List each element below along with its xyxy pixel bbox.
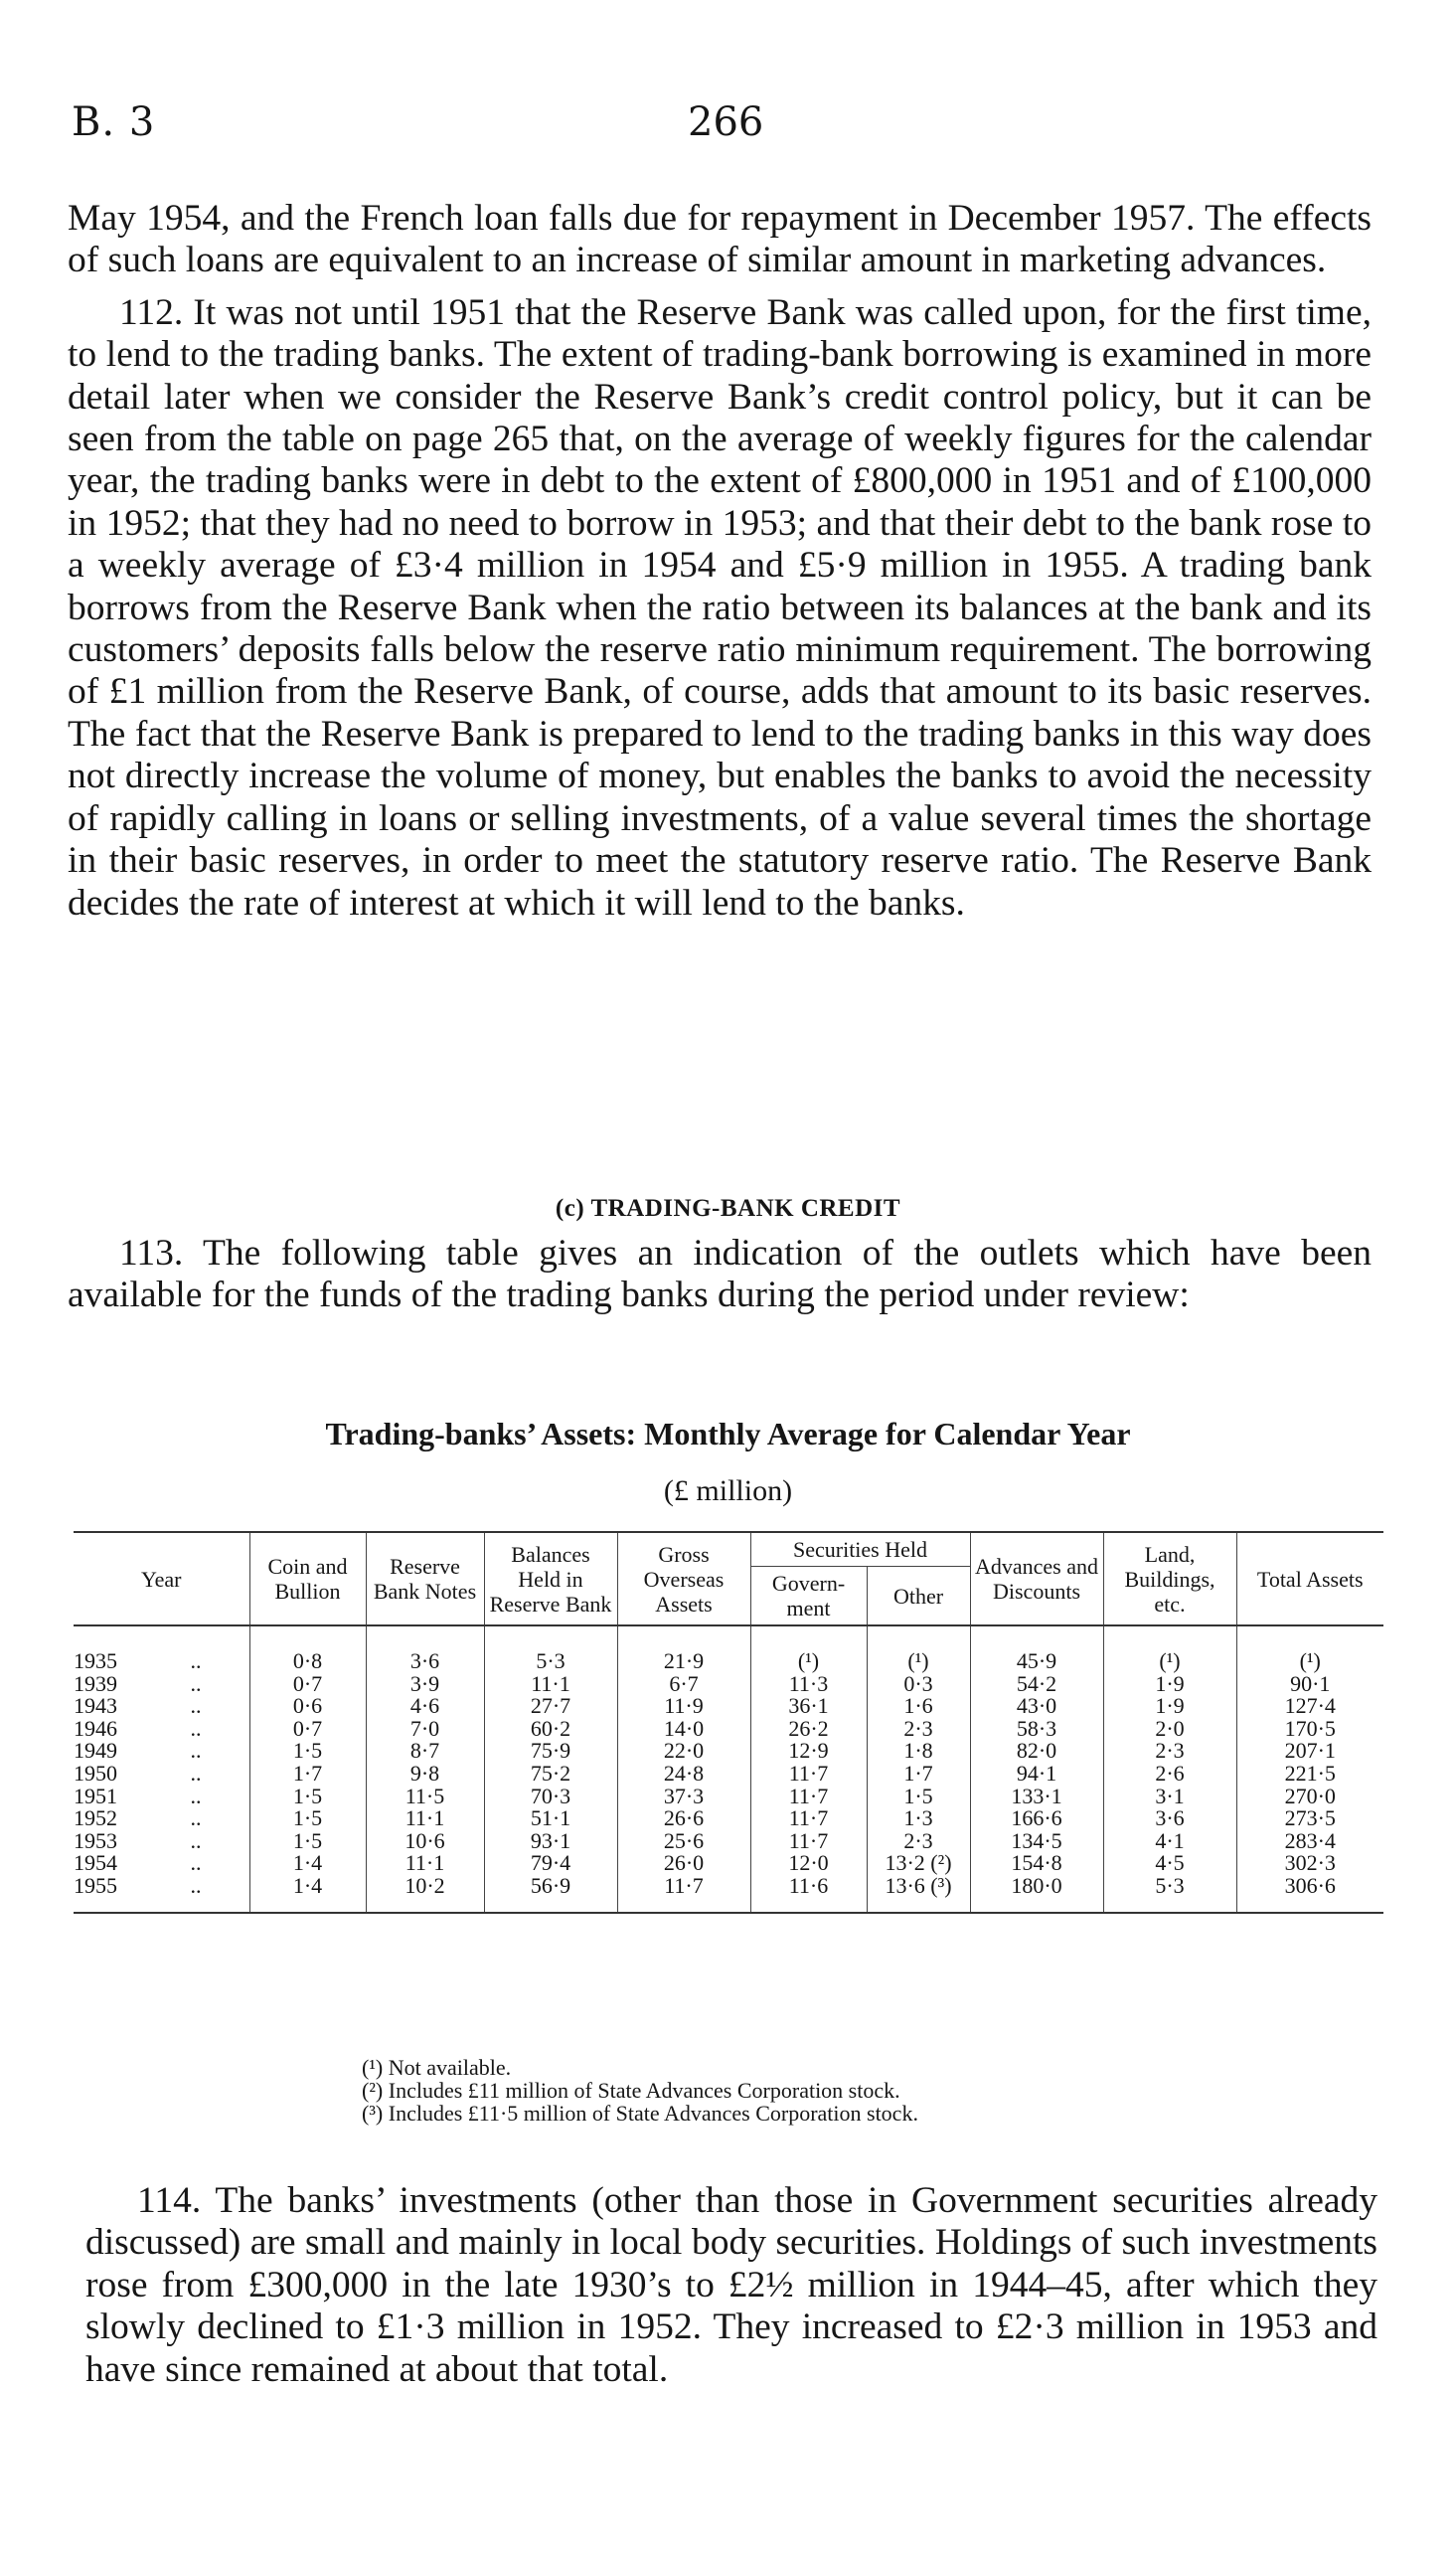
header-securities-held: Securities Held bbox=[750, 1532, 970, 1567]
year-label: 1935 bbox=[74, 1648, 117, 1673]
value-cell: 1·4 bbox=[249, 1875, 366, 1913]
value-cell: 26·2 bbox=[750, 1718, 867, 1741]
value-cell: (¹) bbox=[1236, 1625, 1383, 1673]
value-cell: 1·9 bbox=[1103, 1673, 1236, 1696]
leader-dots: .. bbox=[190, 1670, 202, 1696]
value-cell: 11·7 bbox=[750, 1807, 867, 1830]
value-cell: 51·1 bbox=[484, 1807, 617, 1830]
value-cell: 302·3 bbox=[1236, 1852, 1383, 1875]
value-cell: 4·5 bbox=[1103, 1852, 1236, 1875]
value-cell: 45·9 bbox=[970, 1625, 1103, 1673]
header-coin-bullion: Coin and Bullion bbox=[249, 1532, 366, 1625]
value-cell: 6·7 bbox=[617, 1673, 750, 1696]
value-cell: 11·7 bbox=[617, 1875, 750, 1913]
page-header bbox=[72, 99, 1384, 159]
value-cell: 26·6 bbox=[617, 1807, 750, 1830]
year-label: 1949 bbox=[74, 1738, 117, 1764]
value-cell: 25·6 bbox=[617, 1830, 750, 1853]
year-cell bbox=[74, 1807, 249, 1830]
value-cell: (¹) bbox=[1103, 1625, 1236, 1673]
value-cell: 2·3 bbox=[867, 1718, 970, 1741]
bottom-text-block bbox=[85, 2180, 1377, 2401]
header-government: Govern-ment bbox=[750, 1567, 867, 1626]
top-text-block bbox=[68, 198, 1372, 935]
header-total-assets: Total Assets bbox=[1236, 1532, 1383, 1625]
value-cell: 54·2 bbox=[970, 1673, 1103, 1696]
value-cell: 12·9 bbox=[750, 1740, 867, 1763]
value-cell: 27·7 bbox=[484, 1695, 617, 1718]
value-cell: 82·0 bbox=[970, 1740, 1103, 1763]
table-row bbox=[74, 1695, 1383, 1718]
table-footnotes bbox=[362, 2057, 918, 2125]
value-cell: 43·0 bbox=[970, 1695, 1103, 1718]
value-cell: 10·2 bbox=[366, 1875, 484, 1913]
year-cell bbox=[74, 1827, 249, 1853]
header-balances-held: Balances Held in Reserve Bank bbox=[484, 1532, 617, 1625]
value-cell: 12·0 bbox=[750, 1852, 867, 1875]
value-cell: 0·3 bbox=[867, 1673, 970, 1696]
value-cell: 75·9 bbox=[484, 1740, 617, 1763]
footnote-3: (³) Includes £11·5 million of State Advances Corporation stock. bbox=[362, 2100, 918, 2126]
table-row bbox=[74, 1673, 1383, 1696]
table-row bbox=[74, 1625, 1383, 1673]
value-cell: (¹) bbox=[867, 1625, 970, 1673]
value-cell: 8·7 bbox=[366, 1740, 484, 1763]
page-number: 266 bbox=[688, 99, 764, 145]
value-cell: 221·5 bbox=[1236, 1763, 1383, 1786]
year-label: 1952 bbox=[74, 1805, 117, 1831]
value-cell: 94·1 bbox=[970, 1763, 1103, 1786]
table-row bbox=[74, 1852, 1383, 1875]
value-cell: 207·1 bbox=[1236, 1740, 1383, 1763]
paragraph-113: 113. The following table gives an indication of the outlets which have been available for the funds of the trading banks during the period under review: bbox=[68, 1233, 1372, 1316]
value-cell: 0·6 bbox=[249, 1695, 366, 1718]
header-advances: Advances and Discounts bbox=[970, 1532, 1103, 1625]
header-year: Year bbox=[74, 1532, 249, 1625]
header-reserve-bank-notes: Reserve Bank Notes bbox=[366, 1532, 484, 1625]
leader-dots: .. bbox=[190, 1738, 202, 1764]
value-cell: 70·3 bbox=[484, 1786, 617, 1808]
value-cell: 37·3 bbox=[617, 1786, 750, 1808]
year-cell bbox=[74, 1783, 249, 1808]
value-cell: 2·0 bbox=[1103, 1718, 1236, 1741]
value-cell: 3·9 bbox=[366, 1673, 484, 1696]
value-cell: 36·1 bbox=[750, 1695, 867, 1718]
value-cell: 9·8 bbox=[366, 1763, 484, 1786]
value-cell: 1·5 bbox=[249, 1830, 366, 1853]
value-cell: 11·7 bbox=[750, 1763, 867, 1786]
value-cell: 1·5 bbox=[249, 1740, 366, 1763]
leader-dots: .. bbox=[190, 1648, 202, 1673]
leader-dots: .. bbox=[190, 1872, 202, 1898]
year-cell bbox=[74, 1740, 249, 1763]
table-row bbox=[74, 1830, 1383, 1853]
value-cell: 127·4 bbox=[1236, 1695, 1383, 1718]
value-cell: 24·8 bbox=[617, 1763, 750, 1786]
value-cell: 60·2 bbox=[484, 1718, 617, 1741]
value-cell: 1·9 bbox=[1103, 1695, 1236, 1718]
paragraph-114: 114. The banks’ investments (other than those in Government securities already discussed) are small and mainly in local body securities. Holdings of such investments rose from £300,000 in the late 1930’s to £2½ million in 1944–45, after which they slowly declined to £1·3 million in 1952. They increased to £2·3 million in 1953 and have since remained at about that total. bbox=[85, 2180, 1377, 2390]
value-cell: 0·7 bbox=[249, 1718, 366, 1741]
value-cell: 1·4 bbox=[249, 1852, 366, 1875]
value-cell: 180·0 bbox=[970, 1875, 1103, 1913]
value-cell: 0·7 bbox=[249, 1673, 366, 1696]
value-cell: 75·2 bbox=[484, 1763, 617, 1786]
value-cell: 1·7 bbox=[249, 1763, 366, 1786]
year-cell bbox=[74, 1695, 249, 1718]
table-row bbox=[74, 1763, 1383, 1786]
value-cell: 273·5 bbox=[1236, 1807, 1383, 1830]
value-cell: 11·7 bbox=[750, 1830, 867, 1853]
value-cell: 170·5 bbox=[1236, 1718, 1383, 1741]
header-land-buildings: Land, Buildings, etc. bbox=[1103, 1532, 1236, 1625]
table-row bbox=[74, 1718, 1383, 1741]
intro-text-block bbox=[68, 1233, 1372, 1327]
value-cell: 1·3 bbox=[867, 1807, 970, 1830]
section-heading: (c) TRADING-BANK CREDIT bbox=[555, 1195, 901, 1222]
year-label: 1951 bbox=[74, 1783, 117, 1808]
value-cell: 154·8 bbox=[970, 1852, 1103, 1875]
value-cell: (¹) bbox=[750, 1625, 867, 1673]
year-label: 1955 bbox=[74, 1872, 117, 1898]
year-label: 1953 bbox=[74, 1827, 117, 1853]
year-label: 1946 bbox=[74, 1715, 117, 1741]
value-cell: 1·7 bbox=[867, 1763, 970, 1786]
value-cell: 1·5 bbox=[249, 1786, 366, 1808]
paragraph-112: 112. It was not until 1951 that the Reserve Bank was called upon, for the first time, to lend to the trading banks. The extent of trading-bank borrowing is examined in more detail later when we consider the Reserve Bank’s credit control policy, but it can be seen from the table on page 265 that, on the average of weekly figures for the calendar year, the trading banks were in debt to the extent of £800,000 in 1951 and of £100,000 in 1952; that they had no need to borrow in 1953; and that their debt to the bank rose to a weekly average of £3·4 million in 1954 and £5·9 million in 1955. A trading bank borrows from the Reserve Bank when the ratio between its balances at the bank and its customers’ deposits falls below the reserve ratio minimum requirement. The borrowing of £1 million from the Reserve Bank, of course, adds that amount to its basic reserves. The fact that the Reserve Bank is prepared to lend to the trading banks in this way does not directly increase the volume of money, but enables the banks to avoid the necessity of rapidly calling in loans or selling investments, of a value several times the shortage in their basic reserves, in order to meet the statutory reserve ratio. The Reserve Bank decides the rate of interest at which it will lend to the banks. bbox=[68, 291, 1372, 924]
value-cell: 26·0 bbox=[617, 1852, 750, 1875]
leader-dots: .. bbox=[190, 1693, 202, 1719]
year-cell bbox=[74, 1872, 249, 1913]
value-cell: 3·1 bbox=[1103, 1786, 1236, 1808]
value-cell: 56·9 bbox=[484, 1875, 617, 1913]
year-cell bbox=[74, 1852, 249, 1875]
value-cell: 11·6 bbox=[750, 1875, 867, 1913]
table-row bbox=[74, 1786, 1383, 1808]
year-label: 1939 bbox=[74, 1670, 117, 1696]
value-cell: 0·8 bbox=[249, 1625, 366, 1673]
value-cell: 21·9 bbox=[617, 1625, 750, 1673]
value-cell: 166·6 bbox=[970, 1807, 1103, 1830]
value-cell: 2·3 bbox=[1103, 1740, 1236, 1763]
leader-dots: .. bbox=[190, 1783, 202, 1808]
paragraph-continuation: May 1954, and the French loan falls due for repayment in December 1957. The effects of such loans are equivalent to an increase of similar amount in marketing advances. bbox=[68, 198, 1372, 281]
value-cell: 13·6 (³) bbox=[867, 1875, 970, 1913]
leader-dots: .. bbox=[190, 1850, 202, 1876]
value-cell: 90·1 bbox=[1236, 1673, 1383, 1696]
value-cell: 2·6 bbox=[1103, 1763, 1236, 1786]
value-cell: 11·1 bbox=[366, 1807, 484, 1830]
table-body bbox=[74, 1625, 1383, 1913]
value-cell: 4·6 bbox=[366, 1695, 484, 1718]
table-row bbox=[74, 1875, 1383, 1913]
year-cell bbox=[74, 1715, 249, 1741]
value-cell: 11·7 bbox=[750, 1786, 867, 1808]
table-title: Trading-banks’ Assets: Monthly Average for Calendar Year bbox=[325, 1416, 1131, 1451]
value-cell: 7·0 bbox=[366, 1718, 484, 1741]
value-cell: 1·5 bbox=[867, 1786, 970, 1808]
value-cell: 4·1 bbox=[1103, 1830, 1236, 1853]
leader-dots: .. bbox=[190, 1760, 202, 1786]
header-gross-overseas: Gross Overseas Assets bbox=[617, 1532, 750, 1625]
leader-dots: .. bbox=[190, 1827, 202, 1853]
value-cell: 270·0 bbox=[1236, 1786, 1383, 1808]
series-reference: B. 3 bbox=[72, 99, 156, 145]
value-cell: 1·6 bbox=[867, 1695, 970, 1718]
table-row bbox=[74, 1740, 1383, 1763]
assets-table bbox=[74, 1531, 1383, 1914]
year-cell bbox=[74, 1670, 249, 1696]
value-cell: 2·3 bbox=[867, 1830, 970, 1853]
value-cell: 11·5 bbox=[366, 1786, 484, 1808]
year-label: 1954 bbox=[74, 1850, 117, 1876]
leader-dots: .. bbox=[190, 1715, 202, 1741]
value-cell: 22·0 bbox=[617, 1740, 750, 1763]
value-cell: 3·6 bbox=[366, 1625, 484, 1673]
value-cell: 79·4 bbox=[484, 1852, 617, 1875]
value-cell: 306·6 bbox=[1236, 1875, 1383, 1913]
year-label: 1950 bbox=[74, 1760, 117, 1786]
footnote-1: (¹) Not available. bbox=[362, 2055, 512, 2080]
year-label: 1943 bbox=[74, 1693, 117, 1719]
value-cell: 14·0 bbox=[617, 1718, 750, 1741]
value-cell: 133·1 bbox=[970, 1786, 1103, 1808]
header-other: Other bbox=[867, 1567, 970, 1626]
value-cell: 5·3 bbox=[1103, 1875, 1236, 1913]
value-cell: 283·4 bbox=[1236, 1830, 1383, 1853]
value-cell: 58·3 bbox=[970, 1718, 1103, 1741]
value-cell: 3·6 bbox=[1103, 1807, 1236, 1830]
year-cell bbox=[74, 1760, 249, 1786]
value-cell: 11·3 bbox=[750, 1673, 867, 1696]
value-cell: 10·6 bbox=[366, 1830, 484, 1853]
value-cell: 13·2 (²) bbox=[867, 1852, 970, 1875]
value-cell: 1·8 bbox=[867, 1740, 970, 1763]
value-cell: 5·3 bbox=[484, 1625, 617, 1673]
value-cell: 93·1 bbox=[484, 1830, 617, 1853]
value-cell: 1·5 bbox=[249, 1807, 366, 1830]
footnote-2: (²) Includes £11 million of State Advances Corporation stock. bbox=[362, 2077, 900, 2103]
value-cell: 134·5 bbox=[970, 1830, 1103, 1853]
leader-dots: .. bbox=[190, 1805, 202, 1831]
value-cell: 11·1 bbox=[366, 1852, 484, 1875]
table-unit: (£ million) bbox=[663, 1474, 793, 1507]
value-cell: 11·9 bbox=[617, 1695, 750, 1718]
value-cell: 11·1 bbox=[484, 1673, 617, 1696]
year-cell bbox=[74, 1625, 249, 1673]
table-row bbox=[74, 1807, 1383, 1830]
